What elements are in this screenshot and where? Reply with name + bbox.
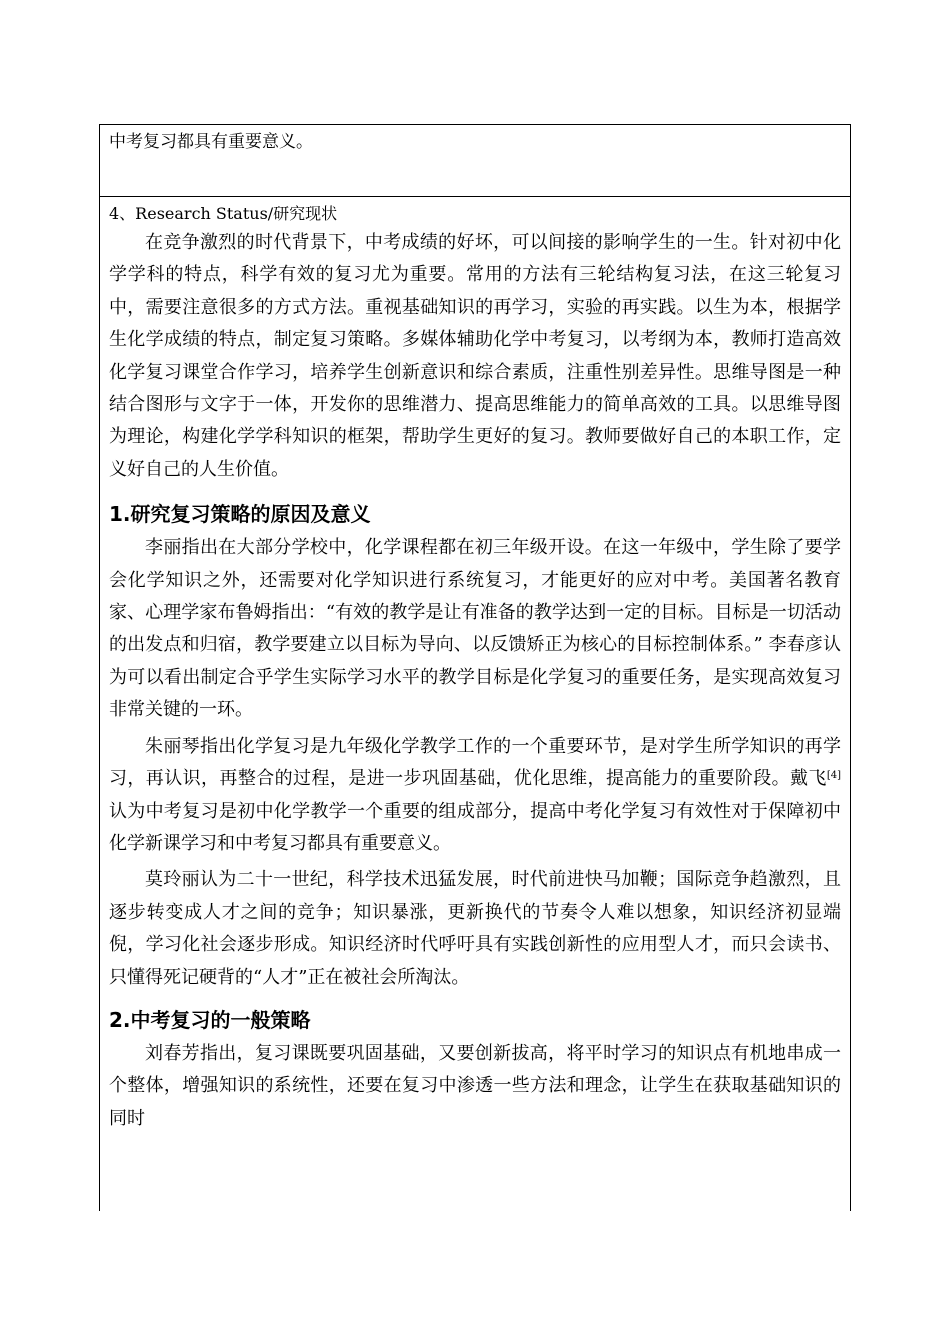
continued-text: 中考复习都具有重要意义。 bbox=[109, 132, 313, 152]
paragraph-li-li: 李丽指出在大部分学校中，化学课程都在初三年级开设。在这一年级中，学生除了要学会化学知识之外，还需要对化学知识进行系统复习，才能更好的应对中考。美国著名教育家、心理学家布鲁姆指出：“有效的教学是让有准备的教学达到一定的目标。目标是一切活动的出发点和归宿，教学要建立以目标为导向、以反馈矫正为核心的目标控制体系。” 李春彦认为可以看出制定合乎学生实际学习水平的教学目标是化学复习的重要任务，是实现高效复习非常关键的一环。 bbox=[109, 537, 841, 721]
paragraph-text: 认为中考复习是初中化学教学一个重要的组成部分，提高中考化学复习有效性对于保障初中化学新课学习和中考复习都具有重要意义。 bbox=[109, 800, 841, 854]
paragraph-zhu-liqin bbox=[109, 731, 841, 861]
paragraph-mo-lingli: 莫玲丽认为二十一世纪，科学技术迅猛发展，时代前进快马加鞭；国际竞争趋激烈，且逐步转变成人才之间的竞争；知识暴涨，更新换代的节奏令人难以想象，知识经济初显端倪，学习化社会逐步形成。知识经济时代呼吁具有实践创新性的应用型人才，而只会读书、只懂得死记硬背的“人才”正在被社会所淘汰。 bbox=[109, 869, 841, 988]
intro-paragraph: 在竞争激烈的时代背景下，中考成绩的好坏，可以间接的影响学生的一生。针对初中化学学科的特点，科学有效的复习尤为重要。常用的方法有三轮结构复习法，在这三轮复习中，需要注意很多的方式方法。重视基础知识的再学习，实验的再实践。以生为本，根据学生化学成绩的特点，制定复习策略。多媒体辅助化学中考复习，以考纲为本，教师打造高效化学复习课堂合作学习，培养学生创新意识和综合素质，注重性别差异性。思维导图是一种结合图形与文字于一体，开发你的思维潜力、提高思维能力的简单高效的工具。以思维导图为理论，构建化学学科知识的框架，帮助学生更好的复习。教师要做好自己的本职工作，定义好自己的人生价值。 bbox=[109, 232, 841, 480]
heading-general-strategy: 2.中考复习的一般策略 bbox=[109, 1007, 311, 1032]
citation-ref: [4] bbox=[826, 770, 841, 782]
paragraph-liu-chunfang: 刘春芳指出，复习课既要巩固基础，又要创新拔高，将平时学习的知识点有机地串成一个整体，增强知识的系统性，还要在复习中渗透一些方法和理念，让学生在获取基础知识的同时 bbox=[109, 1042, 841, 1129]
heading-reasons-significance: 1.研究复习策略的原因及意义 bbox=[109, 502, 371, 527]
table-divider bbox=[100, 196, 850, 197]
document-table bbox=[99, 124, 851, 1211]
research-status-cell bbox=[100, 205, 850, 1139]
paragraph-text: 朱丽琴指出化学复习是九年级化学教学工作的一个重要环节，是对学生所学知识的再学习，再认识，再整合的过程，是进一步巩固基础，优化思维，提高能力的重要阶段。戴飞 bbox=[109, 735, 841, 790]
section-title: 4、Research Status/研究现状 bbox=[109, 204, 338, 223]
